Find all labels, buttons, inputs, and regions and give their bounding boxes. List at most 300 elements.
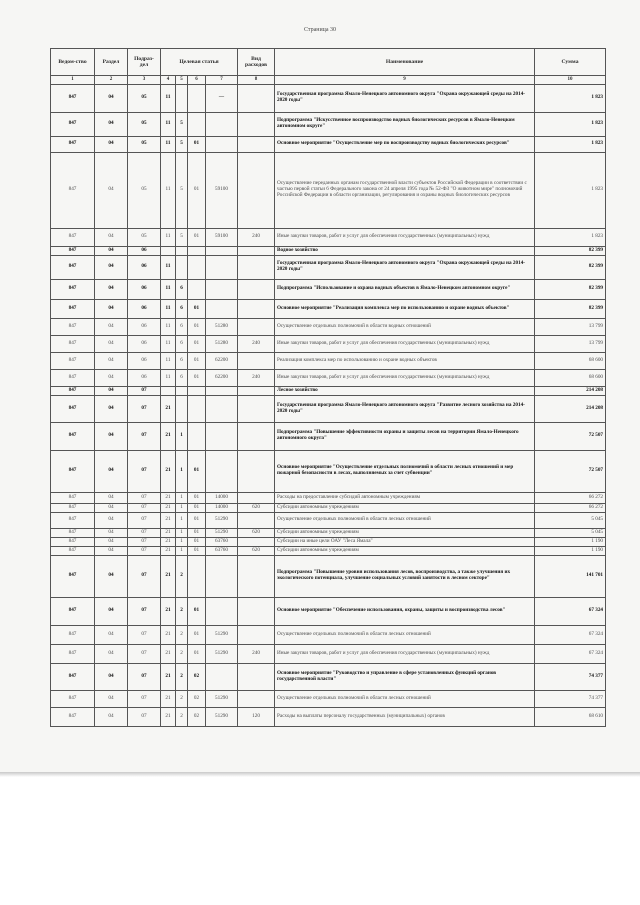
podrazdel-cell: 07 <box>128 512 161 528</box>
vedomstvo-cell: 847 <box>51 335 95 352</box>
vedomstvo-cell: 847 <box>51 663 95 690</box>
name-cell: Субсидии на иные цели ОАУ "Леса Ямала" <box>275 537 535 546</box>
podrazdel-cell: 07 <box>128 395 161 422</box>
podrazdel-cell: 06 <box>128 246 161 255</box>
podrazdel-cell: 07 <box>128 503 161 512</box>
program-cell: 21 <box>161 537 176 546</box>
name-cell: Осуществление переданных органам государственной власти субъектов Российской Федерации в соответствии с частью первой статьи 6 Федерального закона от 24 апреля 1995 года № 52-ФЗ "О животном мире" полномочий Российской Федерации в области организации, регулирования и охраны водных биологических ресурсов <box>275 152 535 228</box>
vid-raskhodov-cell <box>238 597 275 625</box>
table-row <box>51 597 606 625</box>
vid-raskhodov-cell <box>238 512 275 528</box>
event-cell: 01 <box>188 299 206 318</box>
sum-cell: 1 823 <box>535 152 606 228</box>
podrazdel-cell: 07 <box>128 597 161 625</box>
podrazdel-cell: 07 <box>128 537 161 546</box>
column-number: 8 <box>238 76 275 85</box>
name-cell: Основное мероприятие "Осуществление отдельных полномочий в области лесных отношений и мер пожарной безопасности в лесах, выполняемых за счет субвенции" <box>275 450 535 492</box>
direction-cell: 14000 <box>206 503 238 512</box>
direction-cell <box>206 246 238 255</box>
name-cell: Осуществление отдельных полномочий в области лесных отношений <box>275 625 535 644</box>
table-row <box>51 450 606 492</box>
razdel-cell: 04 <box>95 492 128 503</box>
subprogram-cell: 2 <box>176 555 188 597</box>
vid-raskhodov-cell <box>238 663 275 690</box>
event-cell: 01 <box>188 546 206 555</box>
program-cell: 21 <box>161 597 176 625</box>
name-cell: Подпрограмма "Повышение эффективности охраны и защиты лесов на территории Ямало-Ненецкого автономного округа" <box>275 422 535 450</box>
name-cell: Государственная программа Ямало-Ненецкого автономного округа "Развитие лесного хозяйства на 2014-2020 годы" <box>275 395 535 422</box>
subprogram-cell <box>176 84 188 112</box>
name-cell: Иные закупки товаров, работ и услуг для обеспечения государственных (муниципальных) нужд <box>275 335 535 352</box>
direction-cell <box>206 255 238 279</box>
vid-raskhodov-cell: 620 <box>238 546 275 555</box>
name-cell: Государственная программа Ямало-Ненецкого автономного округа "Охрана окружающей среды на 2014-2020 годы" <box>275 255 535 279</box>
event-cell: 01 <box>188 318 206 335</box>
event-cell: 02 <box>188 663 206 690</box>
vedomstvo-cell: 847 <box>51 352 95 369</box>
subprogram-cell: 5 <box>176 112 188 136</box>
vedomstvo-cell: 847 <box>51 690 95 707</box>
table-row <box>51 299 606 318</box>
vid-raskhodov-cell <box>238 255 275 279</box>
vid-raskhodov-cell <box>238 299 275 318</box>
podrazdel-cell: 07 <box>128 492 161 503</box>
podrazdel-cell: 07 <box>128 663 161 690</box>
subprogram-cell: 2 <box>176 663 188 690</box>
program-cell: 21 <box>161 450 176 492</box>
vedomstvo-cell: 847 <box>51 299 95 318</box>
sum-cell: 74 377 <box>535 690 606 707</box>
direction-cell <box>206 663 238 690</box>
podrazdel-cell: 07 <box>128 386 161 395</box>
subprogram-cell: 1 <box>176 528 188 537</box>
direction-cell: 51290 <box>206 625 238 644</box>
subprogram-cell: 6 <box>176 335 188 352</box>
subprogram-cell: 2 <box>176 644 188 663</box>
event-cell: 01 <box>188 625 206 644</box>
podrazdel-cell: 07 <box>128 707 161 726</box>
razdel-cell: 04 <box>95 386 128 395</box>
vid-raskhodov-cell: 120 <box>238 707 275 726</box>
name-cell: Расходы на предоставление субсидий автономным учреждениям <box>275 492 535 503</box>
name-cell: Подпрограмма "Повышение уровня использования лесов, воспроизводства, а также улучшения их экологического потенциала, улучшение социальных условий занятости в лесном секторе" <box>275 555 535 597</box>
event-cell: 01 <box>188 450 206 492</box>
razdel-cell: 04 <box>95 255 128 279</box>
podrazdel-cell: 07 <box>128 528 161 537</box>
direction-cell: 62200 <box>206 352 238 369</box>
podrazdel-cell: 07 <box>128 422 161 450</box>
direction-cell: 51290 <box>206 512 238 528</box>
header-vid-raskhodov: Вид расходов <box>238 49 275 76</box>
podrazdel-cell: 06 <box>128 255 161 279</box>
name-cell: Осуществление отдельных полномочий в области водных отношений <box>275 318 535 335</box>
razdel-cell: 04 <box>95 663 128 690</box>
razdel-cell: 04 <box>95 422 128 450</box>
event-cell: 02 <box>188 707 206 726</box>
name-cell: Основное мероприятие "Реализация комплекса мер по использованию и охране водных объектов" <box>275 299 535 318</box>
table-row <box>51 528 606 537</box>
sum-cell: 82 399 <box>535 299 606 318</box>
table-row <box>51 369 606 386</box>
direction-cell <box>206 279 238 299</box>
program-cell: 11 <box>161 152 176 228</box>
program-cell: 21 <box>161 644 176 663</box>
vedomstvo-cell: 847 <box>51 512 95 528</box>
vedomstvo-cell: 847 <box>51 422 95 450</box>
sum-cell: 5 045 <box>535 512 606 528</box>
table-row <box>51 625 606 644</box>
direction-cell <box>206 112 238 136</box>
razdel-cell: 04 <box>95 246 128 255</box>
razdel-cell: 04 <box>95 395 128 422</box>
subprogram-cell <box>176 246 188 255</box>
sum-cell: 13 799 <box>535 335 606 352</box>
razdel-cell: 04 <box>95 450 128 492</box>
subprogram-cell: 1 <box>176 546 188 555</box>
table-row <box>51 228 606 246</box>
direction-cell <box>206 299 238 318</box>
program-cell: 11 <box>161 318 176 335</box>
vedomstvo-cell: 847 <box>51 279 95 299</box>
name-cell: Основное мероприятие "Осуществление мер по воспроизводству водных биологических ресурсов" <box>275 136 535 152</box>
column-number: 7 <box>206 76 238 85</box>
podrazdel-cell: 06 <box>128 352 161 369</box>
direction-cell: 51290 <box>206 644 238 663</box>
table-row <box>51 546 606 555</box>
sum-cell: 82 399 <box>535 279 606 299</box>
program-cell: 21 <box>161 395 176 422</box>
vedomstvo-cell: 847 <box>51 84 95 112</box>
name-cell: Иные закупки товаров, работ и услуг для обеспечения государственных (муниципальных) нужд <box>275 644 535 663</box>
subprogram-cell: 2 <box>176 597 188 625</box>
direction-cell: 63760 <box>206 546 238 555</box>
column-number: 6 <box>188 76 206 85</box>
name-cell: Субсидии автономным учреждениям <box>275 503 535 512</box>
podrazdel-cell: 05 <box>128 152 161 228</box>
subprogram-cell <box>176 386 188 395</box>
program-cell: 21 <box>161 707 176 726</box>
program-cell: 21 <box>161 503 176 512</box>
razdel-cell: 04 <box>95 352 128 369</box>
program-cell: 11 <box>161 335 176 352</box>
razdel-cell: 04 <box>95 299 128 318</box>
podrazdel-cell: 05 <box>128 84 161 112</box>
program-cell <box>161 246 176 255</box>
vedomstvo-cell: 847 <box>51 318 95 335</box>
table-row <box>51 335 606 352</box>
vedomstvo-cell: 847 <box>51 255 95 279</box>
header-naimenovanie: Наименование <box>275 49 535 76</box>
vid-raskhodov-cell <box>238 84 275 112</box>
podrazdel-cell: 07 <box>128 555 161 597</box>
program-cell: 21 <box>161 625 176 644</box>
sum-cell: 82 399 <box>535 255 606 279</box>
subprogram-cell: 1 <box>176 537 188 546</box>
subprogram-cell: 5 <box>176 228 188 246</box>
name-cell: Иные закупки товаров, работ и услуг для обеспечения государственных (муниципальных) нужд <box>275 369 535 386</box>
sum-cell: 1 823 <box>535 136 606 152</box>
event-cell <box>188 84 206 112</box>
direction-cell <box>206 386 238 395</box>
subprogram-cell: 1 <box>176 503 188 512</box>
vedomstvo-cell: 847 <box>51 707 95 726</box>
event-cell: 01 <box>188 512 206 528</box>
vedomstvo-cell: 847 <box>51 386 95 395</box>
event-cell <box>188 422 206 450</box>
table-row <box>51 395 606 422</box>
table-row <box>51 255 606 279</box>
table-row <box>51 136 606 152</box>
vedomstvo-cell: 847 <box>51 228 95 246</box>
sum-cell: 68 600 <box>535 369 606 386</box>
program-cell: 21 <box>161 555 176 597</box>
name-cell: Лесное хозяйство <box>275 386 535 395</box>
table-row <box>51 422 606 450</box>
vid-raskhodov-cell <box>238 152 275 228</box>
name-cell: Подпрограмма "Использование и охрана водных объектов в Ямало-Ненецком автономном округе" <box>275 279 535 299</box>
column-number: 4 <box>161 76 176 85</box>
table-row <box>51 352 606 369</box>
event-cell: 01 <box>188 597 206 625</box>
razdel-cell: 04 <box>95 152 128 228</box>
vedomstvo-cell: 847 <box>51 537 95 546</box>
sum-cell: 214 208 <box>535 386 606 395</box>
column-number: 10 <box>535 76 606 85</box>
podrazdel-cell: 06 <box>128 279 161 299</box>
event-cell <box>188 386 206 395</box>
table-row <box>51 318 606 335</box>
table-row <box>51 555 606 597</box>
subprogram-cell: 1 <box>176 450 188 492</box>
razdel-cell: 04 <box>95 690 128 707</box>
sum-cell: 1 823 <box>535 228 606 246</box>
header-row <box>51 49 606 76</box>
razdel-cell: 04 <box>95 318 128 335</box>
program-cell <box>161 386 176 395</box>
vid-raskhodov-cell <box>238 112 275 136</box>
table-row <box>51 112 606 136</box>
direction-cell <box>206 395 238 422</box>
sum-cell: 1 823 <box>535 84 606 112</box>
program-cell: 11 <box>161 228 176 246</box>
program-cell: 21 <box>161 546 176 555</box>
sum-cell: 82 399 <box>535 246 606 255</box>
vedomstvo-cell: 847 <box>51 246 95 255</box>
column-number: 9 <box>275 76 535 85</box>
subprogram-cell: 2 <box>176 707 188 726</box>
page-edge-shadow <box>0 772 640 777</box>
event-cell <box>188 255 206 279</box>
vid-raskhodov-cell: 240 <box>238 644 275 663</box>
razdel-cell: 04 <box>95 537 128 546</box>
razdel-cell: 04 <box>95 528 128 537</box>
vedomstvo-cell: 847 <box>51 152 95 228</box>
razdel-cell: 04 <box>95 597 128 625</box>
sum-cell: 5 045 <box>535 528 606 537</box>
column-number: 1 <box>51 76 95 85</box>
sum-cell: 68 610 <box>535 707 606 726</box>
event-cell: 01 <box>188 136 206 152</box>
vid-raskhodov-cell: 240 <box>238 335 275 352</box>
vedomstvo-cell: 847 <box>51 492 95 503</box>
subprogram-cell <box>176 395 188 422</box>
sum-cell: 66 272 <box>535 503 606 512</box>
event-cell <box>188 279 206 299</box>
event-cell: 01 <box>188 228 206 246</box>
page-number: Страница 30 <box>303 27 337 33</box>
direction-cell: 51290 <box>206 528 238 537</box>
direction-cell: 63760 <box>206 537 238 546</box>
event-cell: 01 <box>188 528 206 537</box>
subprogram-cell: 6 <box>176 318 188 335</box>
razdel-cell: 04 <box>95 503 128 512</box>
razdel-cell: 04 <box>95 555 128 597</box>
name-cell: Субсидии автономным учреждениям <box>275 528 535 537</box>
vedomstvo-cell: 847 <box>51 112 95 136</box>
razdel-cell: 04 <box>95 84 128 112</box>
program-cell: 21 <box>161 422 176 450</box>
program-cell: 11 <box>161 352 176 369</box>
vid-raskhodov-cell: 620 <box>238 528 275 537</box>
direction-cell <box>206 136 238 152</box>
table-row <box>51 512 606 528</box>
razdel-cell: 04 <box>95 625 128 644</box>
table-row <box>51 84 606 112</box>
vedomstvo-cell: 847 <box>51 528 95 537</box>
subprogram-cell: 5 <box>176 152 188 228</box>
name-cell: Государственная программа Ямало-Ненецкого автономного округа "Охрана окружающей среды на 2014-2020 годы" <box>275 84 535 112</box>
name-cell: Подпрограмма "Искусственное воспроизводство водных биологических ресурсов в Ямало-Ненецком автономном округе" <box>275 112 535 136</box>
subprogram-cell: 2 <box>176 625 188 644</box>
razdel-cell: 04 <box>95 228 128 246</box>
podrazdel-cell: 07 <box>128 690 161 707</box>
direction-cell: 51290 <box>206 690 238 707</box>
header-vedomstvo: Ведом-ство <box>51 49 95 76</box>
header-celevaya-statya: Целевая статья <box>161 49 238 76</box>
podrazdel-cell: 07 <box>128 450 161 492</box>
name-cell: Водное хозяйство <box>275 246 535 255</box>
direction-cell: 59100 <box>206 152 238 228</box>
event-cell: 01 <box>188 492 206 503</box>
sum-cell: 13 799 <box>535 318 606 335</box>
razdel-cell: 04 <box>95 644 128 663</box>
direction-cell: 14000 <box>206 492 238 503</box>
subprogram-cell: 6 <box>176 369 188 386</box>
sum-cell: 1 190 <box>535 546 606 555</box>
program-cell: 11 <box>161 84 176 112</box>
podrazdel-cell: 06 <box>128 335 161 352</box>
name-cell: Реализация комплекса мер по использованию и охране водных объектов <box>275 352 535 369</box>
vid-raskhodov-cell <box>238 318 275 335</box>
direction-cell <box>206 555 238 597</box>
direction-cell: 51290 <box>206 707 238 726</box>
vedomstvo-cell: 847 <box>51 136 95 152</box>
program-cell: 21 <box>161 690 176 707</box>
razdel-cell: 04 <box>95 112 128 136</box>
event-cell: 01 <box>188 352 206 369</box>
event-cell: 01 <box>188 335 206 352</box>
subprogram-cell: 5 <box>176 136 188 152</box>
event-cell <box>188 395 206 422</box>
name-cell: Осуществление отдельных полномочий в области лесных отношений <box>275 690 535 707</box>
sum-cell: 74 377 <box>535 663 606 690</box>
table-row <box>51 279 606 299</box>
subprogram-cell: 6 <box>176 352 188 369</box>
column-number: 5 <box>176 76 188 85</box>
direction-cell: 62200 <box>206 369 238 386</box>
sum-cell: 66 272 <box>535 492 606 503</box>
podrazdel-cell: 07 <box>128 546 161 555</box>
table-row <box>51 152 606 228</box>
vid-raskhodov-cell <box>238 246 275 255</box>
vedomstvo-cell: 847 <box>51 597 95 625</box>
podrazdel-cell: 05 <box>128 136 161 152</box>
razdel-cell: 04 <box>95 369 128 386</box>
event-cell <box>188 246 206 255</box>
name-cell: Расходы на выплаты персоналу государственных (муниципальных) органов <box>275 707 535 726</box>
name-cell: Осуществление отдельных полномочий в области лесных отношений <box>275 512 535 528</box>
vedomstvo-cell: 847 <box>51 369 95 386</box>
subprogram-cell: 1 <box>176 492 188 503</box>
event-cell: 01 <box>188 152 206 228</box>
vid-raskhodov-cell: 240 <box>238 228 275 246</box>
table-row <box>51 690 606 707</box>
table-row <box>51 492 606 503</box>
vedomstvo-cell: 847 <box>51 450 95 492</box>
subprogram-cell: 1 <box>176 422 188 450</box>
vid-raskhodov-cell <box>238 279 275 299</box>
podrazdel-cell: 05 <box>128 228 161 246</box>
podrazdel-cell: 06 <box>128 369 161 386</box>
vid-raskhodov-cell <box>238 690 275 707</box>
column-number: 2 <box>95 76 128 85</box>
event-cell <box>188 112 206 136</box>
vedomstvo-cell: 847 <box>51 546 95 555</box>
vid-raskhodov-cell <box>238 555 275 597</box>
sum-cell: 141 701 <box>535 555 606 597</box>
table-row <box>51 644 606 663</box>
vid-raskhodov-cell <box>238 537 275 546</box>
podrazdel-cell: 07 <box>128 625 161 644</box>
direction-cell: 51280 <box>206 318 238 335</box>
direction-cell <box>206 450 238 492</box>
razdel-cell: 04 <box>95 546 128 555</box>
podrazdel-cell: 07 <box>128 644 161 663</box>
direction-cell: 59100 <box>206 228 238 246</box>
vid-raskhodov-cell <box>238 395 275 422</box>
razdel-cell: 04 <box>95 512 128 528</box>
sum-cell: 67 324 <box>535 644 606 663</box>
name-cell: Основное мероприятие "Обеспечение использования, охраны, защиты и воспроизводства лесов" <box>275 597 535 625</box>
program-cell: 11 <box>161 299 176 318</box>
vid-raskhodov-cell <box>238 136 275 152</box>
program-cell: 11 <box>161 255 176 279</box>
column-number: 3 <box>128 76 161 85</box>
vedomstvo-cell: 847 <box>51 555 95 597</box>
vid-raskhodov-cell <box>238 386 275 395</box>
sum-cell: 68 600 <box>535 352 606 369</box>
vid-raskhodov-cell <box>238 352 275 369</box>
event-cell <box>188 555 206 597</box>
direction-cell <box>206 597 238 625</box>
direction-cell: — <box>206 84 238 112</box>
vedomstvo-cell: 847 <box>51 644 95 663</box>
table-body <box>51 84 606 726</box>
subprogram-cell: 6 <box>176 299 188 318</box>
program-cell: 11 <box>161 279 176 299</box>
vedomstvo-cell: 847 <box>51 503 95 512</box>
event-cell: 01 <box>188 537 206 546</box>
